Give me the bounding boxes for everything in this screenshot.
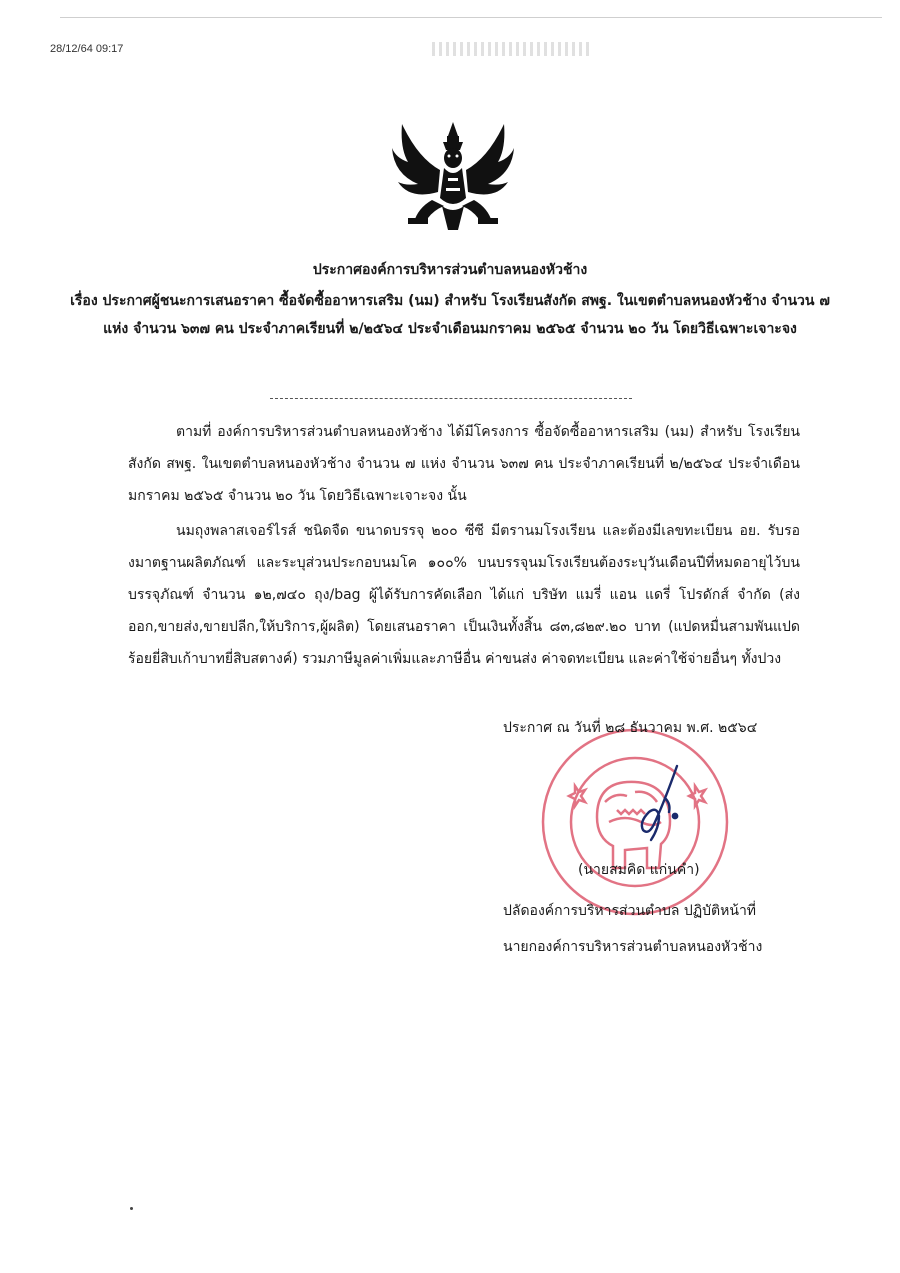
garuda-emblem-icon	[388, 118, 518, 236]
scan-speck	[130, 1207, 133, 1210]
announcement-title: ประกาศองค์การบริหารส่วนตำบลหนองหัวช้าง	[312, 262, 588, 278]
fax-timestamp: 28/12/64 09:17	[50, 43, 124, 55]
body-paragraph-2: นมถุงพลาสเจอร์ไรส์ ชนิดจืด ขนาดบรรจุ ๒๐๐ ซีซี มีตรานมโรงเรียน และต้องมีเลขทะเบียน อย. รับรองมาตฐานผลิตภัณฑ์ และระบุส่วนประกอบนมโค ๑๐๐% บนบรรจุนมโรงเรียนต้องระบุวันเดือนปีที่หมดอายุไว้บนบรรจุภัณฑ์ จำนวน ๑๒,๗๔๐ ถุง/bag ผู้ได้รับการคัดเลือก ได้แก่ บริษัท แมรี่ แอน แดรี่ โปรดักส์ จำกัด (ส่งออก,ขายส่ง,ขายปลีก,ให้บริการ,ผู้ผลิต) โดยเสนอราคา เป็นเงินทั้งสิ้น ๘๓,๘๒๙.๒๐ บาท (แปดหมื่นสามพันแปดร้อยยี่สิบเก้าบาทยี่สิบสตางค์) รวมภาษีมูลค่าเพิ่มและภาษีอื่น ค่าขนส่ง ค่าจดทะเบียน และค่าใช้จ่ายอื่นๆ ทั้งปวง	[128, 523, 800, 667]
fax-header-smudge	[432, 42, 592, 56]
announcement-date: ประกาศ ณ วันที่ ๒๘ ธันวาคม พ.ศ. ๒๕๖๔	[503, 720, 758, 736]
announcement-subject: เรื่อง ประกาศผู้ชนะการเสนอราคา ซื้อจัดซื้ออาหารเสริม (นม) สำหรับ โรงเรียนสังกัด สพฐ. ในเขตตำบลหนองหัวช้าง จำนวน ๗ แห่ง จำนวน ๖๓๗ คน ประจำภาคเรียนที่ ๒/๒๕๖๔ ประจำเดือนมกราคม ๒๕๖๕ จำนวน ๒๐ วัน โดยวิธีเฉพาะเจาะจง	[70, 293, 830, 337]
top-rule	[60, 17, 882, 18]
handwritten-signature	[615, 760, 705, 860]
signatory-name: (นายสมคิด แก่นคำ)	[578, 862, 700, 878]
body-paragraph-1: ตามที่ องค์การบริหารส่วนตำบลหนองหัวช้าง ได้มีโครงการ ซื้อจัดซื้ออาหารเสริม (นม) สำหรับ โรงเรียนสังกัด สพฐ. ในเขตตำบลหนองหัวช้าง จำนวน ๗ แห่ง จำนวน ๖๓๗ คน ประจำภาคเรียนที่ ๒/๒๕๖๔ ประจำเดือนมกราคม ๒๕๖๕ จำนวน ๒๐ วัน โดยวิธีเฉพาะเจาะจง นั้น	[128, 424, 800, 504]
dashed-divider	[270, 398, 632, 399]
signatory-position-2: นายกองค์การบริหารส่วนตำบลหนองหัวช้าง	[503, 939, 763, 955]
signatory-position-1: ปลัดองค์การบริหารส่วนตำบล ปฏิบัติหน้าที่	[503, 903, 757, 919]
